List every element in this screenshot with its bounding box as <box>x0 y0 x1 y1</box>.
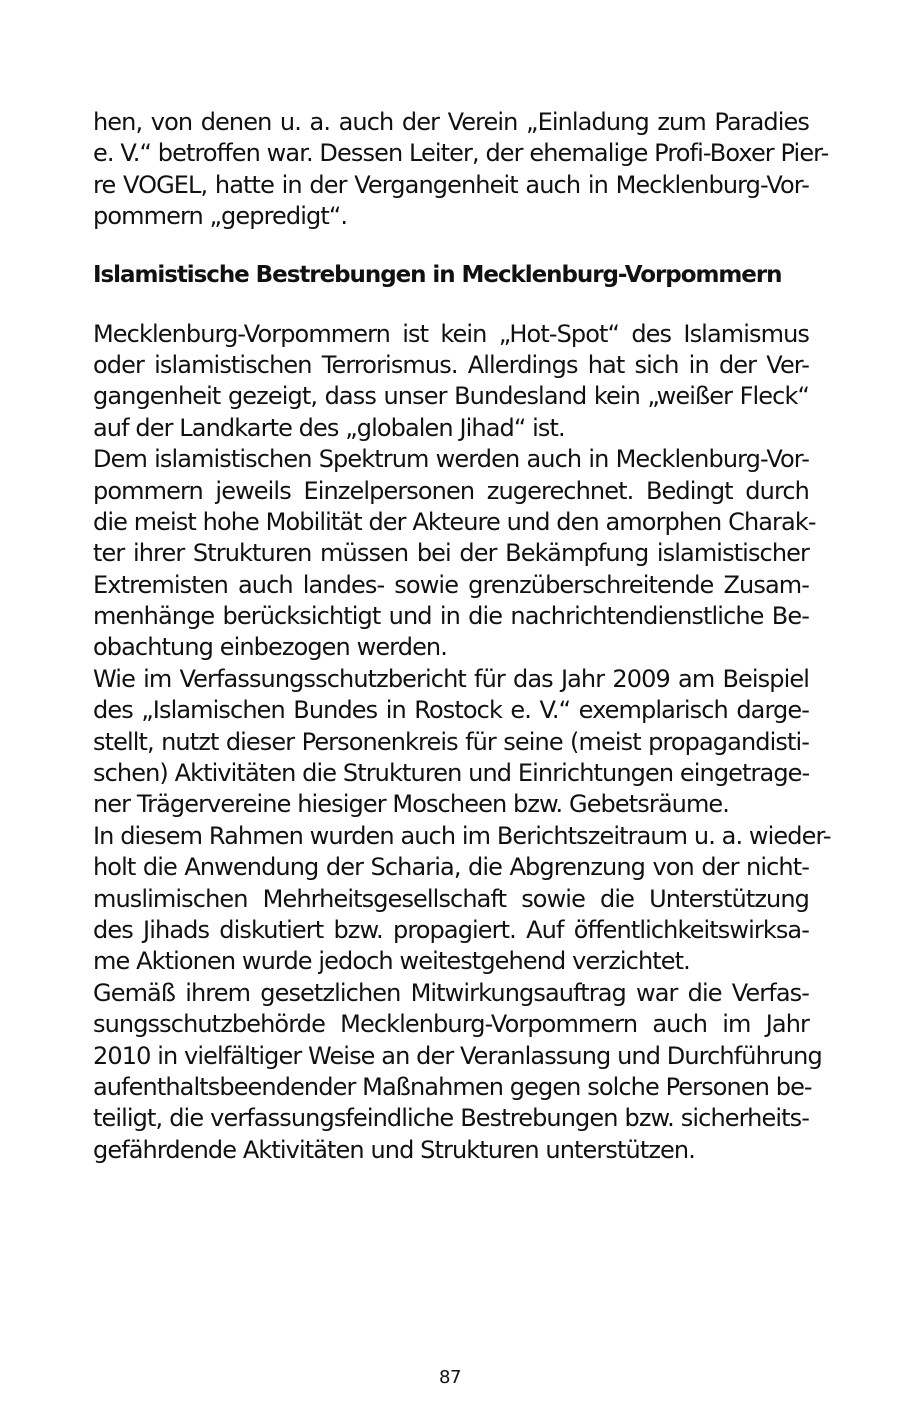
text-line: menhänge berücksichtigt und in die nachrichtendienstliche Be- <box>93 602 809 631</box>
text-line: pommern „gepredigt“. <box>93 202 348 231</box>
text-line: des Jihads diskutiert bzw. propagiert. Auf öffentlichkeitswirksa- <box>93 915 809 944</box>
text-line: oder islamistischen Terrorismus. Allerdings hat sich in der Ver- <box>93 350 809 379</box>
text-line: re VOGEL, hatte in der Vergangenheit auch in Mecklenburg-Vor- <box>93 170 809 199</box>
text-line: teiligt, die verfassungsfeindliche Bestrebungen bzw. sicherheits- <box>93 1104 809 1133</box>
body-paragraph-3 <box>93 664 809 821</box>
text-line: Wie im Verfassungsschutzbericht für das Jahr 2009 am Beispiel <box>93 664 809 693</box>
text-line: hen, von denen u. a. auch der Verein „Einladung zum Paradies <box>93 108 809 136</box>
text-line: pommern jeweils Einzelpersonen zugerechnet. Bedingt durch <box>93 476 809 505</box>
text-line: Mecklenburg-Vorpommern ist kein „Hot-Spot“ des Islamismus <box>93 319 809 348</box>
text-line: holt die Anwendung der Scharia, die Abgrenzung von der nicht- <box>93 853 809 882</box>
page-number: 87 <box>439 1367 461 1388</box>
text-line: muslimischen Mehrheitsgesellschaft sowie die Unterstützung <box>93 884 809 913</box>
text-line: Extremisten auch landes- sowie grenzüberschreitende Zusam- <box>93 570 809 599</box>
text-line: gefährdende Aktivitäten und Strukturen unterstützen. <box>93 1135 695 1164</box>
text-line: 2010 in vielfältiger Weise an der Veranlassung und Durchführung <box>93 1041 822 1070</box>
text-line: me Aktionen wurde jedoch weitestgehend verzichtet. <box>93 947 690 976</box>
text-line: ter ihrer Strukturen müssen bei der Bekämpfung islamistischer <box>93 539 809 568</box>
text-line: obachtung einbezogen werden. <box>93 633 447 662</box>
text-line: stellt, nutzt dieser Personenkreis für seine (meist propagandisti- <box>93 727 809 756</box>
text-line: aufenthaltsbeendender Maßnahmen gegen solche Personen be- <box>93 1072 812 1101</box>
text-line: schen) Aktivitäten die Strukturen und Einrichtungen eingetrage- <box>93 759 810 788</box>
section-heading: Islamistische Bestrebungen in Mecklenburg-Vorpommern <box>93 261 782 288</box>
spacer <box>93 233 809 260</box>
text-line: sungsschutzbehörde Mecklenburg-Vorpommern auch im Jahr <box>93 1010 809 1039</box>
text-line: auf der Landkarte des „globalen Jihad“ ist. <box>93 413 565 442</box>
text-line: gangenheit gezeigt, dass unser Bundesland kein „weißer Fleck“ <box>93 382 809 411</box>
body-paragraph-1 <box>93 319 809 445</box>
body-paragraph-5 <box>93 978 822 1166</box>
intro-paragraph <box>93 107 829 233</box>
text-line: des „Islamischen Bundes in Rostock e. V.“ exemplarisch darge- <box>93 696 809 725</box>
text-line: ner Trägervereine hiesiger Moscheen bzw. Gebetsräume. <box>93 790 730 819</box>
body-paragraph-2 <box>93 444 816 664</box>
text-line: Gemäß ihrem gesetzlichen Mitwirkungsauftrag war die Verfas- <box>93 978 809 1007</box>
text-line: die meist hohe Mobilität der Akteure und den amorphen Charak- <box>93 507 816 536</box>
text-line: In diesem Rahmen wurden auch im Berichtszeitraum u. a. wieder- <box>93 821 831 850</box>
text-line: Dem islamistischen Spektrum werden auch in Mecklenburg-Vor- <box>93 445 809 474</box>
body-paragraph-4 <box>93 821 831 978</box>
text-line: e. V.“ betroffen war. Dessen Leiter, der ehemalige Profi-Boxer Pier- <box>93 139 829 168</box>
spacer <box>93 291 809 319</box>
page-body <box>93 107 831 1166</box>
